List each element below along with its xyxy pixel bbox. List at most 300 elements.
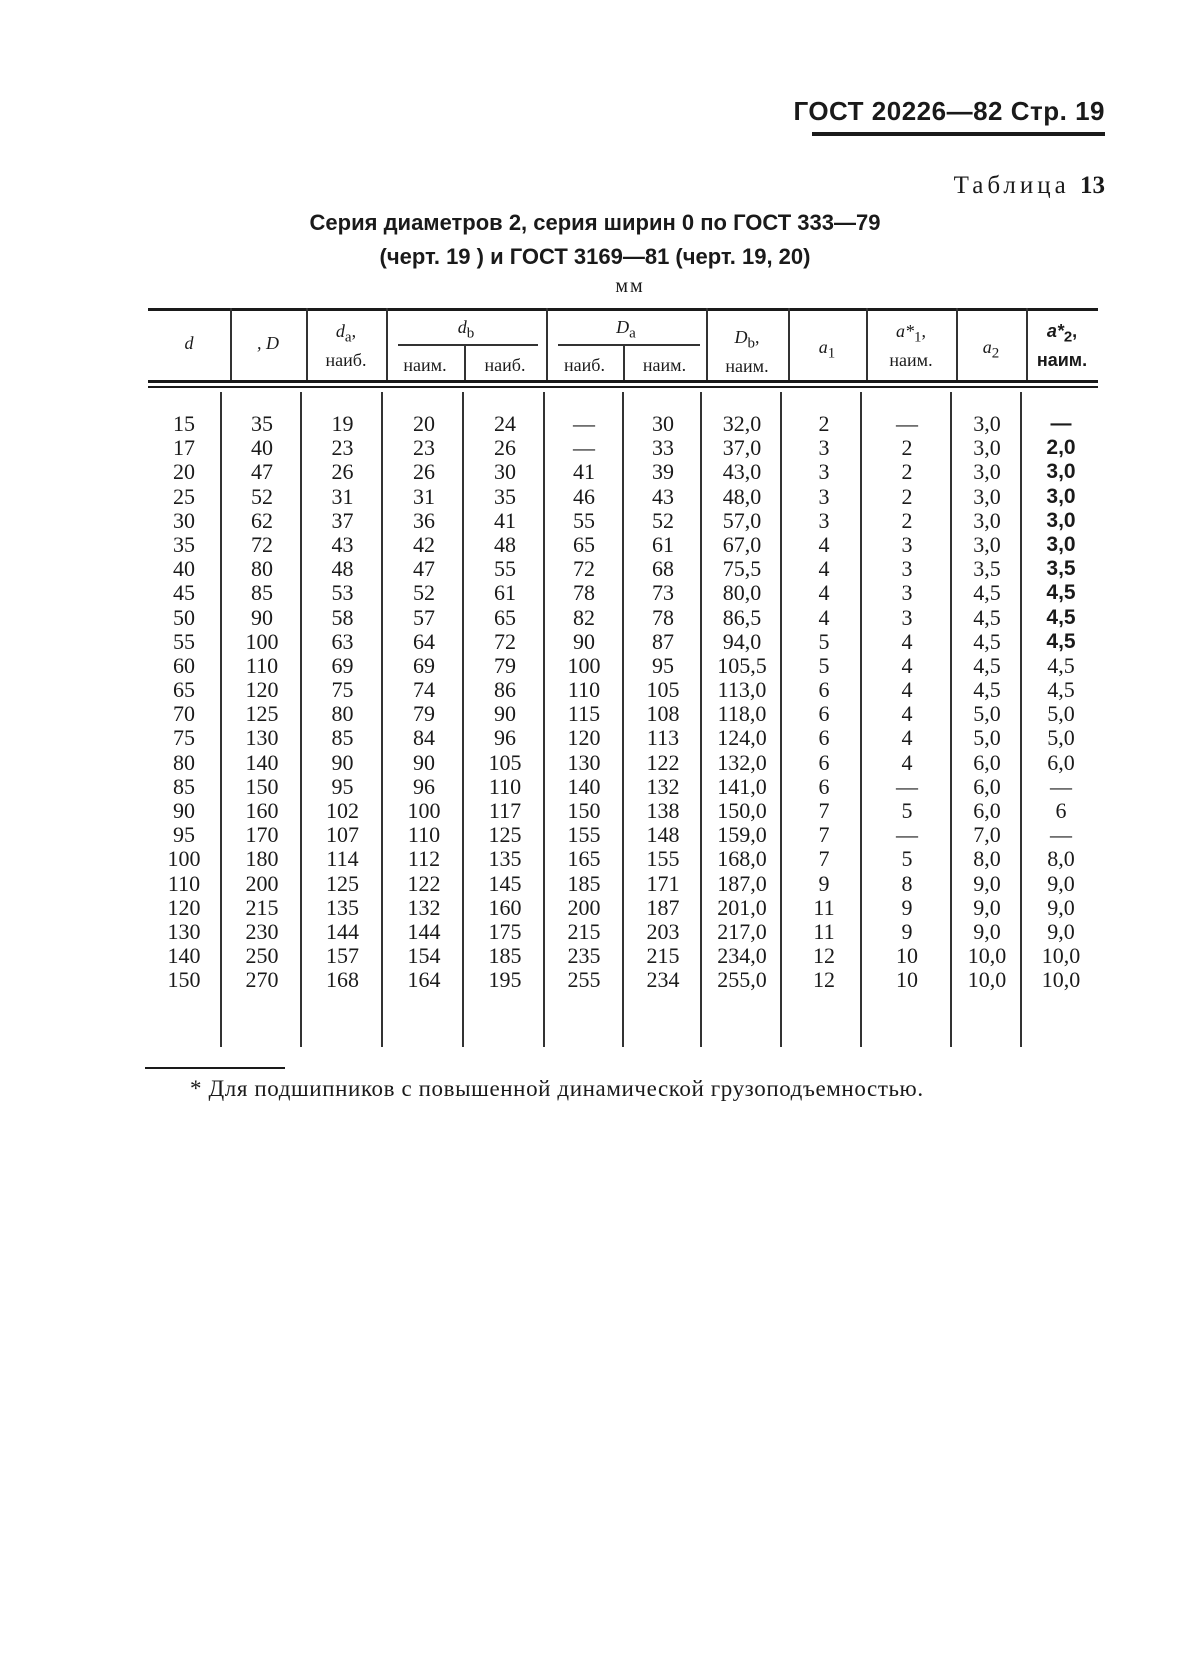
- cell-Db: 168,0: [717, 846, 767, 872]
- cell-Db: 48,0: [722, 483, 762, 509]
- cell-d: 85: [173, 773, 195, 799]
- cell-a1: 6: [818, 725, 830, 751]
- cell-D: 150: [245, 773, 279, 799]
- header-rule: [812, 132, 1105, 136]
- col-header-d: d: [184, 333, 194, 353]
- cell-a2-star: 4,5: [1046, 581, 1076, 605]
- cell-db-max: 65: [494, 604, 516, 630]
- cell-da: 37: [331, 507, 354, 533]
- cell-a2: 5,0: [973, 701, 1001, 727]
- cell-a1: 4: [818, 556, 830, 582]
- cell-Da-min: 43: [652, 483, 674, 509]
- cell-db-max: 185: [488, 943, 522, 969]
- cell-a2: 6,0: [973, 773, 1001, 799]
- cell-a1-star: —: [896, 822, 918, 848]
- cell-Db: 118,0: [717, 701, 767, 727]
- cell-db-min: 64: [413, 628, 435, 654]
- cell-db-min: 74: [413, 677, 435, 703]
- cell-D: 130: [245, 725, 279, 751]
- cell-db-max: 125: [488, 822, 522, 848]
- col-header-a1-star: $a*_1$, наим.: [889, 321, 933, 370]
- cell-D: 100: [245, 628, 279, 654]
- caption-line-2: (черт. 19 ) и ГОСТ 3169—81 (черт. 19, 20): [379, 244, 811, 269]
- cell-Db: 159,0: [717, 822, 767, 848]
- cell-a2: 3,0: [973, 531, 1001, 557]
- cell-db-max: 72: [494, 628, 516, 654]
- cell-a1-star: 3: [901, 604, 913, 630]
- cell-Da-max: 82: [573, 604, 595, 630]
- cell-D: 35: [251, 411, 273, 436]
- table-header-rule: [148, 380, 1098, 383]
- cell-a1: 3: [818, 483, 830, 509]
- caption-line-1: Серия диаметров 2, серия ширин 0 по ГОСТ 333—79: [309, 210, 881, 235]
- cell-a2-star: 3,0: [1046, 508, 1076, 532]
- cell-db-max: 105: [488, 749, 522, 775]
- cell-db-min: 79: [413, 701, 435, 727]
- table-row: [148, 606, 1098, 630]
- cell-d: 70: [173, 701, 195, 727]
- cell-Da-min: 61: [652, 531, 674, 557]
- cell-Da-max: 110: [567, 677, 601, 703]
- cell-a1-star: 2: [901, 459, 913, 485]
- cell-Da-max: 46: [573, 483, 595, 509]
- cell-da: 80: [331, 701, 354, 727]
- page-header: ГОСТ 20226—82 Стр. 19: [793, 96, 1105, 126]
- cell-Da-min: 68: [652, 556, 674, 582]
- cell-a2-star: 3,0: [1046, 532, 1076, 556]
- cell-D: 140: [245, 749, 279, 775]
- cell-D: 270: [245, 967, 279, 993]
- cell-Da-min: 73: [652, 580, 674, 606]
- footnote: * Для подшипников с повышенной динамической грузоподъемностью.: [190, 1076, 924, 1101]
- cell-db-min: 20: [413, 411, 435, 436]
- cell-a1: 9: [818, 870, 830, 896]
- cell-d: 130: [167, 918, 201, 944]
- cell-Da-min: 108: [646, 701, 680, 727]
- cell-a1: 3: [818, 435, 830, 461]
- cell-a2-star: 3,0: [1046, 484, 1076, 508]
- cell-a1: 12: [813, 967, 835, 993]
- cell-Da-max: 55: [573, 507, 595, 533]
- cell-da: 43: [331, 531, 354, 557]
- cell-db-max: 26: [494, 435, 516, 461]
- cell-db-min: 84: [413, 725, 435, 751]
- cell-da: 63: [331, 628, 354, 654]
- cell-Da-max: 140: [567, 773, 601, 799]
- cell-da: 31: [331, 483, 354, 509]
- cell-db-min: 90: [413, 749, 435, 775]
- cell-Db: 187,0: [717, 870, 767, 896]
- cell-Db: 255,0: [717, 967, 767, 993]
- cell-db-max: 195: [488, 967, 522, 993]
- cell-Da-max: 130: [567, 749, 601, 775]
- col-header-a2: $a_2$: [982, 337, 1000, 362]
- cell-a2: 7,0: [973, 822, 1001, 848]
- cell-Da-max: 150: [567, 798, 601, 823]
- table-row: [148, 436, 1098, 460]
- cell-Da-min: 155: [646, 846, 680, 872]
- col-header-db-min: наим.: [403, 355, 447, 375]
- table-body: [148, 412, 1098, 993]
- cell-Da-min: 33: [652, 435, 674, 461]
- cell-da: 125: [326, 870, 359, 896]
- cell-db-max: 30: [494, 459, 516, 485]
- cell-da: 69: [331, 652, 354, 678]
- cell-Da-max: —: [573, 411, 595, 436]
- cell-db-max: 86: [494, 677, 516, 703]
- cell-da: 23: [331, 435, 354, 461]
- col-header-db: $d_b$: [457, 317, 475, 342]
- cell-D: 160: [245, 798, 279, 823]
- cell-a2-star: 3,0: [1046, 460, 1076, 484]
- cell-Da-min: 132: [646, 773, 680, 799]
- col-header-da: $d_a$, наиб.: [325, 321, 367, 370]
- cell-a1-star: 10: [896, 943, 918, 969]
- cell-Da-min: 215: [646, 943, 680, 969]
- cell-a2: 4,5: [973, 628, 1001, 654]
- cell-Da-max: 41: [573, 459, 595, 485]
- cell-Db: 113,0: [717, 677, 767, 703]
- cell-db-max: 48: [494, 531, 516, 557]
- cell-a1-star: 3: [901, 556, 913, 582]
- cell-a1-star: 9: [901, 918, 913, 944]
- cell-Da-max: 90: [573, 628, 595, 654]
- table-label-number: 13: [1080, 172, 1105, 199]
- cell-a2: 3,0: [973, 483, 1001, 509]
- cell-a1-star: 5: [901, 798, 913, 823]
- cell-db-max: 41: [494, 507, 516, 533]
- cell-D: 80: [251, 556, 273, 582]
- cell-d: 15: [173, 411, 195, 436]
- cell-Da-max: 255: [567, 967, 601, 993]
- cell-D: 110: [245, 652, 279, 678]
- cell-Da-min: 95: [652, 652, 674, 678]
- cell-d: 95: [173, 822, 195, 848]
- units-label: мм: [615, 275, 645, 297]
- cell-db-min: 69: [413, 652, 435, 678]
- col-header-Da-min: наим.: [642, 355, 687, 375]
- cell-d: 40: [173, 556, 195, 582]
- cell-Da-max: 120: [567, 725, 601, 751]
- cell-db-max: 24: [494, 411, 516, 436]
- cell-a1-star: 8: [901, 870, 913, 896]
- cell-d: 35: [173, 531, 195, 557]
- table-row: [148, 726, 1098, 750]
- cell-D: 90: [251, 604, 273, 630]
- cell-db-max: 160: [488, 894, 522, 920]
- cell-d: 110: [167, 870, 201, 896]
- cell-Da-min: 234: [646, 967, 680, 993]
- cell-a1: 12: [813, 943, 835, 969]
- cell-D: 170: [245, 822, 279, 848]
- cell-db-max: 61: [494, 580, 516, 606]
- cell-a2-star: 9,0: [1047, 870, 1075, 896]
- footnote-rule: [145, 1067, 285, 1069]
- cell-Db: 32,0: [722, 411, 762, 436]
- cell-a1: 11: [813, 894, 835, 920]
- cell-Da-max: 72: [573, 556, 595, 582]
- cell-a1-star: —: [896, 411, 918, 436]
- cell-db-min: 26: [413, 459, 435, 485]
- cell-da: 53: [331, 580, 354, 606]
- cell-a1: 4: [818, 604, 830, 630]
- cell-a1-star: 2: [901, 483, 913, 509]
- cell-a2: 4,5: [973, 580, 1001, 606]
- cell-db-max: 35: [494, 483, 516, 509]
- table-row: [148, 557, 1098, 581]
- cell-D: 200: [245, 870, 279, 896]
- cell-db-min: 154: [407, 943, 441, 969]
- cell-d: 20: [173, 459, 195, 485]
- cell-Db: 124,0: [717, 725, 767, 751]
- cell-db-max: 55: [494, 556, 516, 582]
- cell-d: 60: [173, 652, 195, 678]
- cell-a1-star: 4: [901, 628, 913, 654]
- cell-Db: 94,0: [722, 628, 762, 654]
- cell-Da-min: 187: [646, 894, 680, 920]
- cell-Da-max: 235: [567, 943, 601, 969]
- cell-a1-star: 4: [901, 652, 913, 678]
- cell-Db: 67,0: [722, 531, 762, 557]
- cell-d: 90: [173, 798, 195, 823]
- table-row: [148, 678, 1098, 702]
- cell-a1-star: 5: [901, 846, 913, 872]
- table-caption: [150, 206, 1040, 274]
- table-label-word: Таблица: [953, 172, 1070, 199]
- cell-Da-min: 138: [646, 798, 680, 823]
- cell-Da-max: 65: [573, 531, 595, 557]
- cell-D: 250: [245, 943, 279, 969]
- cell-a2-star: 8,0: [1047, 846, 1075, 872]
- cell-a2: 6,0: [973, 749, 1001, 775]
- cell-a2-star: 5,0: [1047, 725, 1075, 751]
- col-header-db-max: наиб.: [484, 355, 526, 375]
- cell-D: 125: [245, 701, 279, 727]
- cell-a1: 3: [818, 507, 830, 533]
- cell-da: 48: [331, 556, 354, 582]
- cell-db-max: 79: [494, 652, 516, 678]
- cell-a1: 3: [818, 459, 830, 485]
- cell-db-min: 36: [413, 507, 435, 533]
- cell-a1-star: 4: [901, 725, 913, 751]
- cell-d: 65: [173, 677, 195, 703]
- cell-a2-star: 4,5: [1046, 629, 1076, 653]
- cell-Db: 80,0: [722, 580, 762, 606]
- cell-Db: 141,0: [717, 773, 767, 799]
- cell-a1-star: 4: [901, 677, 913, 703]
- cell-d: 17: [173, 435, 195, 461]
- cell-da: 157: [326, 943, 359, 969]
- col-header-Db: $D_b$, наим.: [725, 327, 769, 376]
- cell-a1-star: 4: [901, 701, 913, 727]
- cell-d: 100: [167, 846, 201, 872]
- cell-a1-star: 3: [901, 580, 913, 606]
- cell-Da-min: 87: [652, 628, 674, 654]
- table-header-rule-2: [148, 386, 1098, 388]
- table-row: [148, 412, 1098, 436]
- cell-a2-star: 9,0: [1047, 894, 1075, 920]
- cell-Db: 201,0: [717, 894, 767, 920]
- cell-Db: 43,0: [722, 459, 762, 485]
- cell-db-min: 110: [407, 822, 441, 848]
- cell-d: 80: [173, 749, 195, 775]
- cell-da: 90: [331, 749, 354, 775]
- cell-Da-min: 39: [652, 459, 674, 485]
- cell-Da-min: 122: [646, 749, 680, 775]
- cell-da: 75: [331, 677, 354, 703]
- cell-Db: 86,5: [722, 604, 762, 630]
- cell-d: 45: [173, 580, 195, 606]
- table-row: [148, 968, 1098, 992]
- cell-a1: 2: [818, 411, 830, 436]
- cell-d: 30: [173, 507, 195, 533]
- cell-Db: 217,0: [717, 918, 767, 944]
- cell-a1: 11: [813, 918, 835, 944]
- table-row: [148, 509, 1098, 533]
- cell-D: 72: [251, 531, 273, 557]
- cell-d: 25: [173, 483, 195, 509]
- cell-Da-max: 185: [567, 870, 601, 896]
- col-header-Da-max: наиб.: [564, 355, 605, 375]
- cell-a1: 6: [818, 701, 830, 727]
- cell-Da-max: 215: [567, 918, 601, 944]
- cell-db-min: 57: [413, 604, 435, 630]
- cell-a1-star: —: [896, 773, 918, 799]
- cell-da: 102: [326, 798, 359, 823]
- cell-D: 120: [245, 677, 279, 703]
- cell-d: 140: [167, 943, 201, 969]
- cell-a1: 5: [818, 652, 830, 678]
- cell-da: 26: [331, 459, 354, 485]
- cell-d: 50: [173, 604, 195, 630]
- cell-Da-max: 78: [573, 580, 595, 606]
- cell-a1: 6: [818, 749, 830, 775]
- cell-a2: 3,0: [973, 411, 1001, 436]
- cell-da: 95: [331, 773, 354, 799]
- cell-a2: 3,5: [973, 556, 1001, 582]
- cell-da: 144: [326, 918, 359, 944]
- table-row: [148, 702, 1098, 726]
- cell-a1: 4: [818, 531, 830, 557]
- table-row: [148, 630, 1098, 654]
- cell-a2-star: 10,0: [1041, 943, 1081, 969]
- cell-db-min: 42: [413, 531, 435, 557]
- cell-a2: 10,0: [967, 943, 1007, 969]
- cell-Db: 37,0: [722, 435, 762, 461]
- cell-da: 19: [331, 411, 354, 436]
- cell-a2-star: 6: [1055, 798, 1067, 823]
- cell-db-max: 110: [488, 773, 522, 799]
- cell-a2-star: —: [1050, 822, 1072, 848]
- cell-a2-star: 3,5: [1046, 557, 1076, 581]
- cell-a2: 9,0: [973, 918, 1001, 944]
- cell-Da-min: 52: [652, 507, 674, 533]
- cell-d: 150: [167, 967, 201, 993]
- cell-a1-star: 2: [901, 507, 913, 533]
- table-row: [148, 581, 1098, 605]
- cell-Da-max: 115: [567, 701, 601, 727]
- cell-db-min: 23: [413, 435, 435, 461]
- cell-da: 58: [331, 604, 354, 630]
- cell-a2: 3,0: [973, 507, 1001, 533]
- cell-a2: 10,0: [967, 967, 1007, 993]
- cell-db-min: 122: [407, 870, 441, 896]
- table-row: [148, 944, 1098, 968]
- cell-a2: 3,0: [973, 459, 1001, 485]
- cell-db-min: 100: [407, 798, 441, 823]
- table-row: [148, 751, 1098, 775]
- cell-a2: 4,5: [973, 604, 1001, 630]
- cell-D: 180: [245, 846, 279, 872]
- cell-a1: 6: [818, 677, 830, 703]
- cell-a2-star: 6,0: [1047, 749, 1075, 775]
- cell-a1: 7: [818, 798, 830, 823]
- cell-a1-star: 3: [901, 531, 913, 557]
- cell-a1-star: 10: [896, 967, 918, 993]
- cell-db-max: 135: [488, 846, 522, 872]
- cell-a2-star: 4,5: [1046, 605, 1076, 629]
- cell-a1-star: 4: [901, 749, 913, 775]
- cell-a2: 5,0: [973, 725, 1001, 751]
- cell-Da-max: 165: [567, 846, 601, 872]
- cell-db-min: 96: [413, 773, 435, 799]
- cell-db-max: 145: [488, 870, 522, 896]
- cell-Da-min: 203: [646, 918, 680, 944]
- cell-a2-star: 5,0: [1047, 701, 1075, 727]
- cell-d: 55: [173, 628, 195, 654]
- cell-da: 107: [326, 822, 359, 848]
- cell-D: 215: [245, 894, 279, 920]
- table-row: [148, 823, 1098, 847]
- cell-Da-min: 105: [646, 677, 680, 703]
- dimensions-table: [148, 308, 1098, 1048]
- cell-d: 75: [173, 725, 195, 751]
- table-row: [148, 847, 1098, 871]
- cell-Db: 132,0: [717, 749, 767, 775]
- cell-db-max: 90: [494, 701, 516, 727]
- cell-Da-min: 113: [646, 725, 680, 751]
- cell-Da-min: 171: [646, 870, 680, 896]
- table-row: [148, 485, 1098, 509]
- cell-a1-star: 9: [901, 894, 913, 920]
- cell-a2-star: —: [1050, 412, 1072, 435]
- cell-a2-star: 4,5: [1047, 652, 1075, 678]
- cell-d: 120: [167, 894, 201, 920]
- cell-db-min: 112: [407, 846, 441, 872]
- cell-da: 135: [326, 894, 359, 920]
- col-header-Da: $D_a$: [616, 317, 636, 342]
- cell-Db: 150,0: [717, 798, 767, 823]
- cell-Da-min: 78: [652, 604, 674, 630]
- cell-Db: 75,5: [722, 556, 762, 582]
- table-row: [148, 799, 1098, 823]
- cell-a1: 5: [818, 628, 830, 654]
- cell-a2-star: 10,0: [1041, 967, 1081, 993]
- cell-da: 114: [326, 846, 359, 872]
- cell-D: 47: [251, 459, 273, 485]
- cell-db-min: 47: [413, 556, 435, 582]
- cell-a2: 9,0: [973, 870, 1001, 896]
- cell-a1: 7: [818, 822, 830, 848]
- cell-a2-star: —: [1050, 773, 1072, 799]
- cell-Da-min: 30: [652, 411, 674, 436]
- cell-db-max: 117: [488, 798, 522, 823]
- cell-a1-star: 2: [901, 435, 913, 461]
- cell-a2: 9,0: [973, 894, 1001, 920]
- cell-a2: 8,0: [973, 846, 1001, 872]
- cell-da: 85: [331, 725, 354, 751]
- cell-Da-min: 148: [646, 822, 680, 848]
